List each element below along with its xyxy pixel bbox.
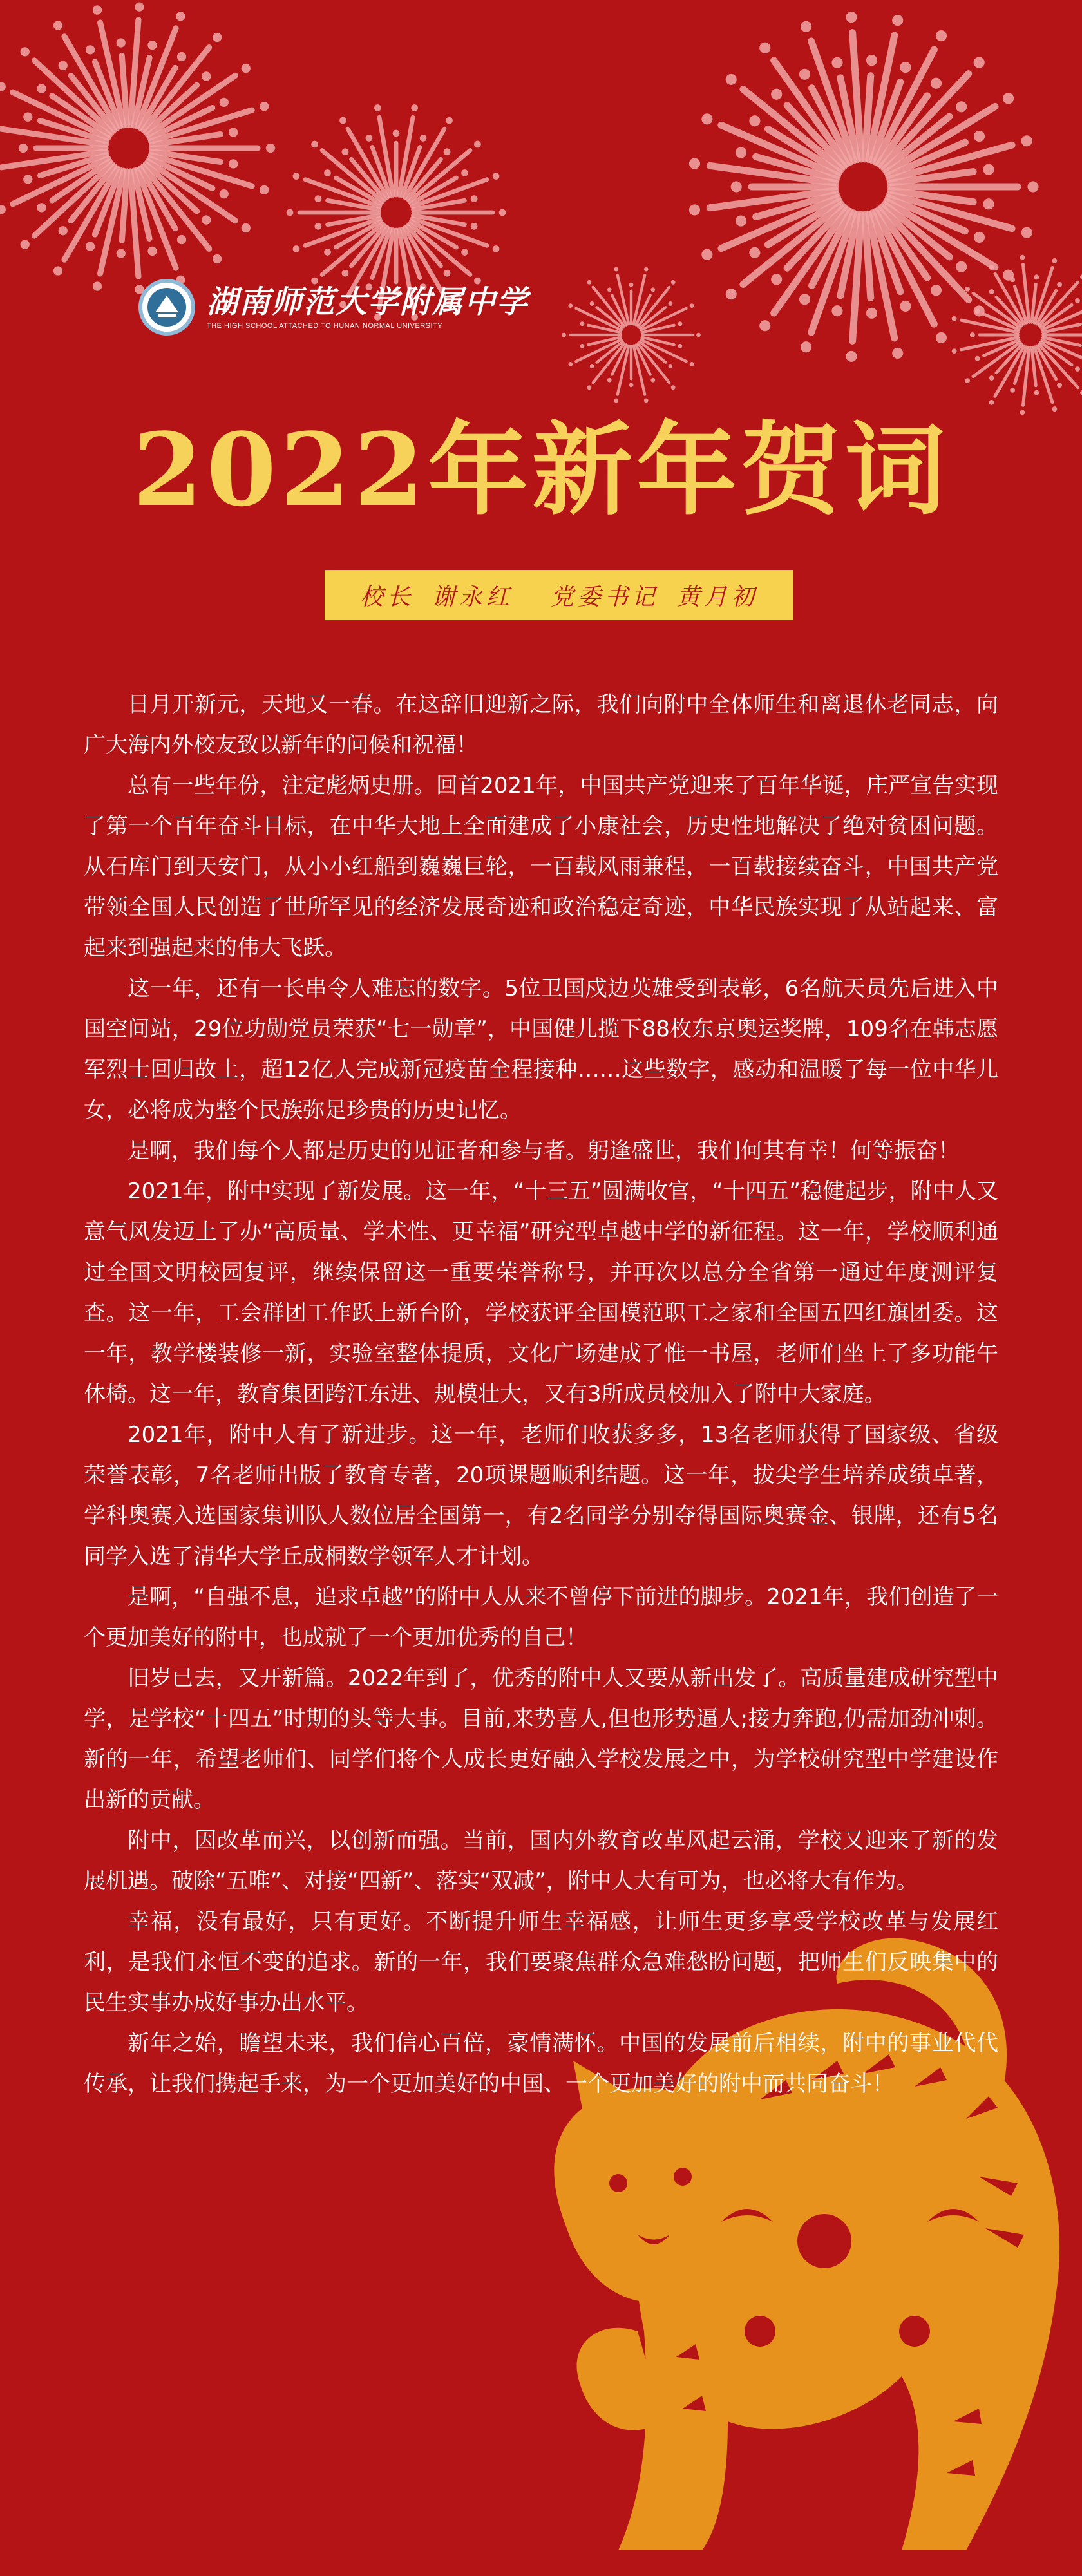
firework-spark — [696, 333, 701, 337]
page-title: 2022年新年贺词 — [132, 411, 950, 529]
firework-spark — [989, 375, 994, 381]
firework-spark — [293, 173, 300, 180]
firework-spark — [587, 385, 591, 390]
firework-spark — [931, 78, 942, 89]
firework-spark — [311, 141, 318, 148]
firework-spark — [59, 226, 68, 235]
firework-spark — [607, 287, 612, 292]
firework-spark — [474, 141, 481, 148]
firework-spark — [644, 398, 649, 402]
firework-spark — [471, 223, 478, 230]
firework-spark — [461, 169, 468, 176]
firework-spark — [493, 245, 500, 252]
firework-spark — [690, 303, 694, 308]
firework-spark — [220, 98, 229, 107]
firework-spark — [671, 280, 676, 285]
firework-spark — [411, 104, 418, 111]
firework-spark — [1075, 298, 1080, 303]
firework-spark — [315, 195, 322, 202]
firework-spark — [1010, 388, 1015, 393]
firework-spark — [117, 38, 126, 47]
firework-spark — [23, 175, 32, 184]
firework-spark — [801, 341, 812, 352]
firework-spark — [590, 364, 594, 368]
firework-spark — [213, 254, 222, 263]
signer-role: 党委书记 — [551, 583, 660, 611]
firework-spark — [689, 204, 700, 215]
firework-spark — [1057, 282, 1062, 287]
firework-spark — [176, 12, 185, 21]
firework-spark — [266, 144, 275, 153]
firework-spark — [37, 84, 46, 93]
firework-spark — [446, 117, 453, 124]
firework-spark — [1075, 366, 1080, 372]
firework-spark — [989, 400, 994, 405]
paragraph: 旧岁已去，又开新篇。2022年到了，优秀的附中人又要从新出发了。高质量建成研究型中学，是学校“十四五”时期的头等大事。目前,来势喜人,但也形势逼人;接力奔跑,仍需加劲冲刺。新的一年，希望老师们、同学们将个人成长更好融入学校发展之中，为学校研究型中学建设作出新的贡献。 — [84, 1665, 998, 1813]
firework-spark — [1052, 258, 1057, 263]
paragraph: 是啊，我们每个人都是历史的见证者和参与者。躬逢盛世，我们何其有幸！何等振奋！ — [128, 1138, 960, 1164]
paragraph: 日月开新元，天地又一春。在这辞旧迎新之际，我们向附中全体师生和离退休老同志，向广大海内外校友致以新年的问候和祝福！ — [84, 692, 998, 758]
firework-spark — [701, 249, 712, 260]
firework-spark — [952, 316, 957, 321]
firework-spark — [983, 164, 994, 175]
firework-spark — [669, 364, 673, 368]
firework-spark — [799, 69, 810, 80]
firework-spark — [866, 55, 877, 66]
firework-spark — [568, 303, 573, 308]
firework-spark — [669, 301, 673, 306]
firework-spark — [731, 181, 742, 192]
firework-spark — [936, 332, 947, 343]
paragraph: 2021年，附中人有了新进步。这一年，老师们收获多多，13名老师获得了国家级、省级荣誉表彰，7名老师出版了教育专著，20项课题顺利结题。这一年，拔尖学生培养成绩卓著，学科奥赛入选国家集训队人数位居全国第一，有2名同学分别夺得国际奥赛金、银牌，还有5名同学入选了清华大学丘成桐数学领军人才计划。 — [84, 1422, 998, 1569]
signer-bar — [325, 570, 793, 620]
firework-spark — [965, 287, 970, 292]
firework-spark — [590, 301, 594, 306]
firework-spark — [177, 52, 186, 61]
school-name: 湖南师范大学附属中学 — [207, 284, 529, 320]
paragraph: 这一年，还有一长串令人难忘的数字。5位卫国戍边英雄受到表彰，6名航天员先后进入中国空间站，29位功勋党员荣获“七一勋章”，中国健儿揽下88枚东京奥运奖牌，109名在韩志愿军烈士回归故土，超12亿人完成新冠疫苗全程接种……这些数字，感动和温暖了每一位中华儿女，必将成为整个民族弥足珍贵的历史记忆。 — [84, 976, 998, 1123]
firework-spark — [846, 12, 857, 23]
firework-spark — [53, 266, 62, 275]
firework-spark — [242, 223, 251, 232]
firework-spark — [831, 57, 842, 68]
firework-spark — [952, 348, 957, 354]
firework-spark — [324, 169, 331, 176]
firework-spark — [202, 71, 211, 80]
paragraph: 幸福，没有最好，只有更好。不断提升师生幸福感，让师生更多享受学校改革与发展红利，是我们永恒不变的追求。新的一年，我们要聚焦群众急难愁盼问题，把师生们反映集中的民生实事办成好事办出水平。 — [84, 1909, 998, 2016]
firework-spark — [671, 385, 676, 390]
paragraph: 附中，因改革而兴，以创新而强。当前，国内外教育改革风起云涌，学校又迎来了新的发展机遇。破除“五唯”、对接“四新”、落实“双减”，附中人大有可为，也必将大有作为。 — [84, 1828, 998, 1894]
firework-spark — [580, 321, 585, 326]
firework-spark — [366, 135, 373, 142]
signer-name: 谢永红 — [432, 583, 513, 611]
paragraph: 新年之始，瞻望未来，我们信心百倍，豪情满怀。中国的发展前后相续，附中的事业代代传承，让我们携起手来，为一个更加美好的中国、一个更加美好的附中而共同奋斗！ — [84, 2031, 998, 2097]
firework-spark — [324, 249, 331, 256]
firework-spark — [587, 280, 591, 285]
firework-spark — [444, 270, 451, 277]
firework-spark — [974, 232, 985, 243]
firework-spark — [393, 130, 400, 137]
firework-spark — [1021, 135, 1032, 146]
firework-spark — [771, 89, 782, 100]
firework-spark — [900, 301, 911, 312]
firework-spark — [931, 285, 942, 296]
firework-spark — [1057, 383, 1062, 388]
firework-spark — [0, 205, 6, 214]
firework-spark — [293, 245, 300, 252]
firework-spark — [866, 308, 877, 319]
firework-spark — [749, 247, 760, 258]
firework-spark — [220, 189, 229, 198]
firework-spark — [562, 333, 566, 337]
firework-spark — [117, 249, 126, 258]
firework-spark — [135, 2, 144, 11]
school-english-name: THE HIGH SCHOOL ATTACHED TO HUNAN NORMAL UNIVERSITY — [207, 322, 443, 330]
firework-spark — [568, 362, 573, 366]
firework-spark — [970, 332, 975, 337]
firework-spark — [229, 128, 238, 137]
firework-spark — [53, 21, 62, 30]
paragraph: 总有一些年份，注定彪炳史册。回首2021年，中国共产党迎来了百年华诞，庄严宣告实现了第一个百年奋斗目标，在中华大地上全面建成了小康社会，历史性地解决了绝对贫困问题。从石库门到天安门，从小小红船到巍巍巨轮，一百载风雨兼程，一百载接续奋斗，中国共产党带领全国人民创造了世所罕见的经济发展奇迹和政治稳定奇迹，中华民族实现了从站起来、富起来到强起来的伟大飞跃。 — [84, 773, 998, 961]
firework-spark — [989, 289, 994, 294]
firework-spark — [0, 82, 6, 91]
firework-spark — [260, 102, 269, 111]
firework-spark — [736, 216, 746, 227]
firework-spark — [956, 261, 967, 272]
firework-spark — [315, 223, 322, 230]
firework-spark — [21, 47, 30, 56]
firework-spark — [900, 62, 911, 73]
firework-spark — [19, 144, 28, 153]
firework-spark — [801, 21, 812, 32]
firework-spark — [147, 41, 157, 50]
firework-spark — [759, 43, 770, 53]
firework-spark — [93, 281, 102, 290]
signer-role: 校长 — [359, 583, 414, 611]
firework-spark — [892, 15, 903, 26]
firework-spark — [580, 344, 585, 348]
firework-spark — [799, 294, 810, 305]
firework-spark — [726, 289, 737, 299]
firework-spark — [650, 378, 655, 383]
firework-spark — [1027, 181, 1038, 192]
paragraph: 2021年，附中实现了新发展。这一年，“十三五”圆满收官，“十四五”稳健起步，附中人又意气风发迈上了办“高质量、学术性、更幸福”研究型卓越中学的新征程。这一年，学校顺利通过全国文明校园复评，继续保留这一重要荣誉称号，并再次以总分全省第一通过年度测评复查。这一年，工会群团工作跃上新台阶，学校获评全国模范职工之家和全国五四红旗团委。这一年，教学楼装修一新，实验室整体提质，文化广场建成了惟一书屋，老师们坐上了多功能午休椅。这一年，教育集团跨江东进、规模壮大，又有3所成员校加入了附中大家庭。 — [84, 1179, 998, 1407]
firework-spark — [374, 104, 381, 111]
firework-spark — [93, 5, 102, 14]
firework-spark — [1003, 93, 1014, 104]
firework-spark — [59, 61, 68, 70]
firework-spark — [342, 148, 349, 155]
firework-spark — [650, 287, 655, 292]
firework-spark — [678, 344, 683, 348]
firework-spark — [607, 378, 612, 383]
firework-spark — [759, 320, 770, 331]
firework-spark — [21, 240, 30, 249]
firework-spark — [177, 235, 186, 244]
firework-spark — [690, 362, 694, 366]
firework-spark — [983, 198, 994, 209]
firework-spark — [229, 159, 238, 168]
firework-spark — [37, 203, 46, 212]
firework-spark — [444, 148, 451, 155]
firework-spark — [644, 267, 649, 272]
firework-spark — [213, 33, 222, 42]
firework-spark — [242, 64, 251, 73]
firework-spark — [499, 209, 506, 216]
firework-spark — [974, 131, 985, 142]
firework-spark — [956, 101, 967, 112]
firework-spark — [287, 209, 294, 216]
school-emblem-icon — [138, 279, 195, 336]
firework-spark — [202, 215, 211, 224]
firework-spark — [1034, 274, 1039, 279]
firework-spark — [629, 383, 634, 388]
firework-spark — [493, 173, 500, 180]
firework-spark — [701, 113, 712, 124]
signer-name: 黄月初 — [677, 583, 759, 611]
firework-spark — [726, 74, 737, 85]
firework-spark — [989, 265, 994, 270]
firework-spark — [339, 117, 346, 124]
firework-spark — [260, 185, 269, 194]
firework-spark — [1020, 255, 1025, 260]
firework-spark — [147, 247, 157, 256]
firework-spark — [749, 115, 760, 126]
firework-spark — [86, 242, 95, 251]
firework-spark — [678, 321, 683, 326]
firework-spark — [974, 57, 985, 68]
firework-spark — [965, 378, 970, 383]
firework-spark — [629, 283, 634, 287]
firework-spark — [771, 274, 782, 285]
firework-spark — [471, 195, 478, 202]
firework-spark — [831, 305, 842, 316]
firework-spark — [614, 398, 618, 402]
fireworks-decoration — [0, 2, 1082, 415]
firework-spark — [1010, 277, 1015, 282]
firework-spark — [975, 308, 980, 314]
firework-spark — [1021, 227, 1032, 238]
firework-spark — [736, 147, 746, 158]
firework-spark — [1052, 406, 1057, 412]
firework-spark — [846, 351, 857, 362]
firework-spark — [342, 270, 349, 277]
firework-spark — [420, 135, 427, 142]
firework-spark — [936, 30, 947, 41]
firework-spark — [1034, 390, 1039, 395]
firework-spark — [23, 113, 32, 122]
firework-spark — [689, 158, 700, 169]
school-logo — [138, 279, 529, 336]
firework-spark — [614, 267, 618, 272]
firework-spark — [461, 249, 468, 256]
firework-spark — [86, 45, 95, 54]
firework-spark — [975, 356, 980, 361]
paragraph: 是啊，“自强不息，追求卓越”的附中人从来不曾停下前进的脚步。2021年，我们创造了一个更加美好的附中，也成就了一个更加优秀的自己！ — [84, 1584, 998, 1651]
greeting-body — [84, 685, 998, 2105]
firework-spark — [892, 348, 903, 359]
